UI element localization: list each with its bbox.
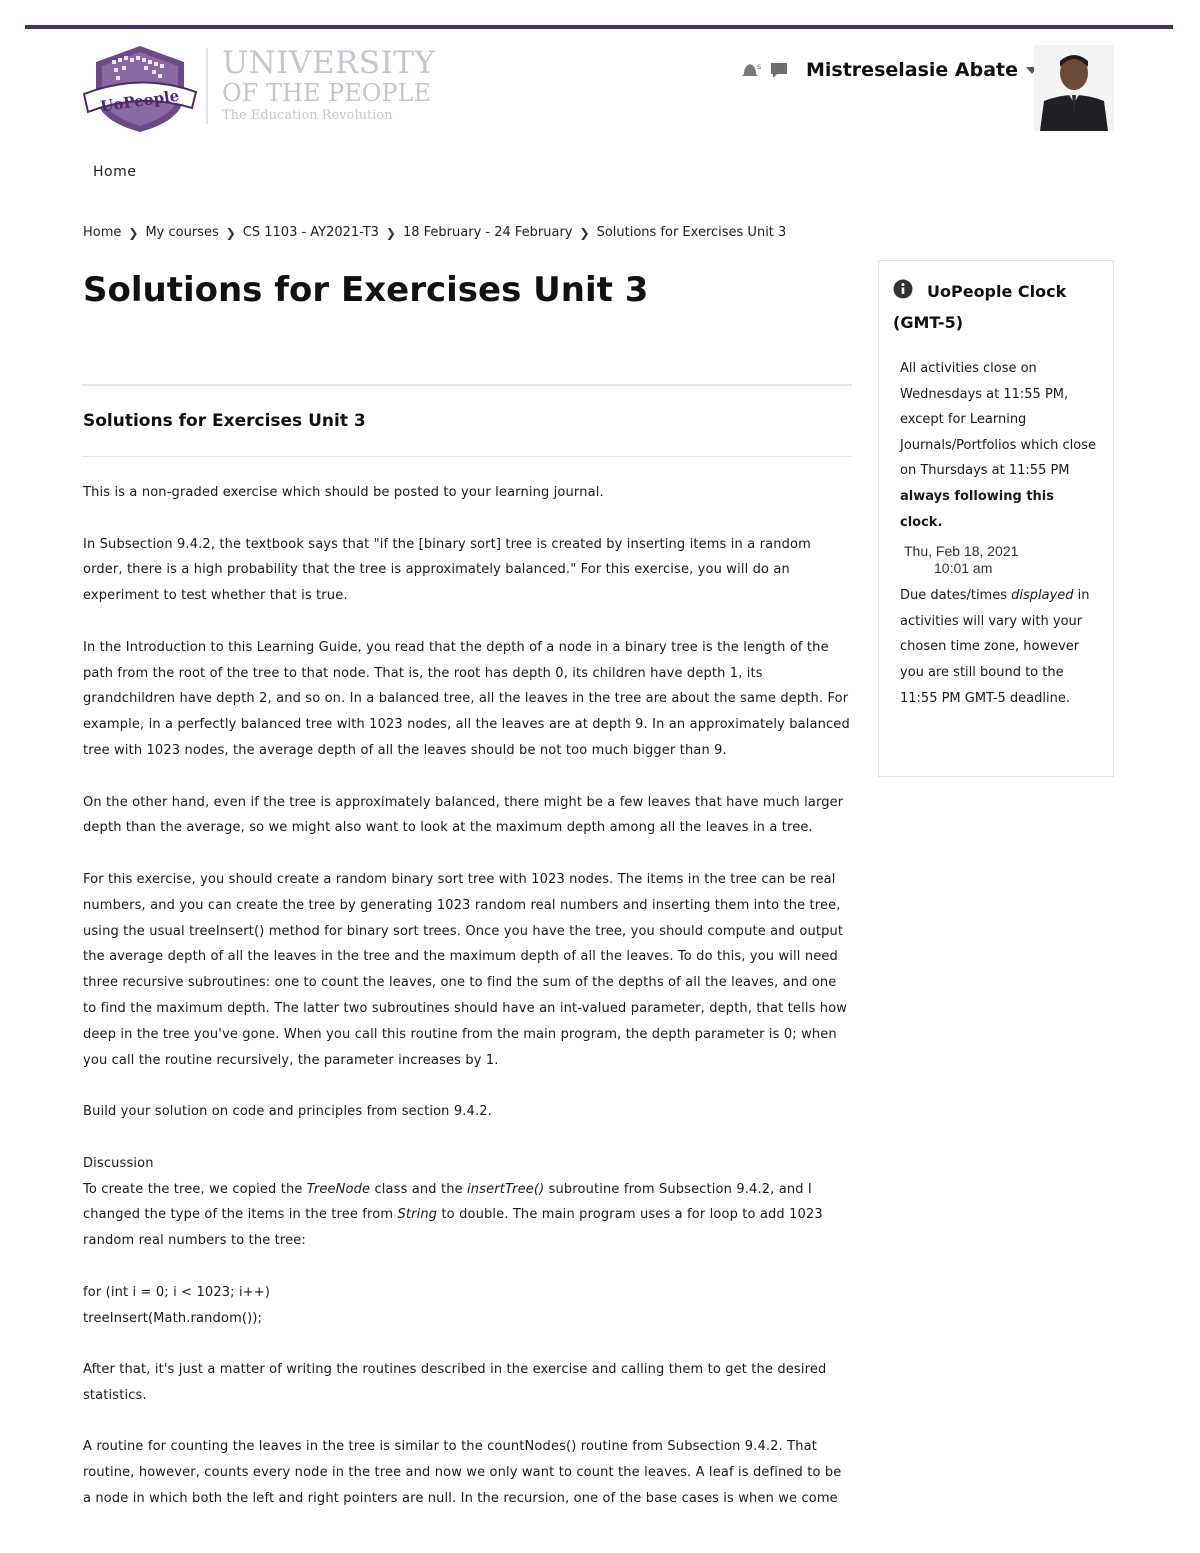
- clock-block-title: UoPeople Clock (GMT-5): [893, 282, 1067, 332]
- paragraph-subsection: In Subsection 9.4.2, the textbook says that "if the [binary sort] tree is created by inserting items in a random order, there is a high probability that the tree is approximately balanced." For this exercise, you will do an experiment to test whether that is true.: [83, 536, 811, 604]
- inserttree-term: insertTree(): [467, 1181, 545, 1197]
- clock-rules-plain: All activities close on Wednesdays at 11:55 PM, except for Learning Journals/Portfolios which close on Thursdays at 11:55 PM: [900, 361, 1096, 479]
- discussion-text-b: class and the: [370, 1181, 468, 1197]
- breadcrumb-current[interactable]: Solutions for Exercises Unit 3: [596, 225, 787, 240]
- nav-home-link[interactable]: Home: [93, 164, 137, 180]
- wordmark-line1: UNIVERSITY: [222, 45, 436, 81]
- paragraph-intro: This is a non-graded exercise which should be posted to your learning journal.: [83, 485, 604, 500]
- main-content: [83, 480, 853, 1538]
- code-line-1: for (int i = 0; i < 1023; i++): [83, 1284, 271, 1300]
- discussion-block: [83, 1151, 853, 1254]
- wordmark-line2: OF THE PEOPLE: [222, 79, 431, 107]
- code-line-2: treeInsert(Math.random());: [83, 1310, 263, 1326]
- user-navigation: [740, 56, 1038, 84]
- clock-block-header: [893, 277, 1103, 337]
- breadcrumb-week[interactable]: 18 February - 24 February: [402, 225, 573, 240]
- avatar[interactable]: [1034, 45, 1114, 131]
- discussion-text-c: subroutine from Subsection 9.4.2, and I changed the type of the items in the tree from: [83, 1181, 812, 1223]
- chevron-right-icon: ❯: [128, 225, 139, 240]
- string-term: String: [397, 1207, 438, 1223]
- discussion-text-d: to double. The main program uses a for loop to add 1023 random real numbers to the tree:: [83, 1207, 823, 1249]
- section-divider: [82, 456, 852, 457]
- title-divider: [82, 384, 852, 386]
- wordmark-tagline: The Education Revolution: [222, 108, 393, 123]
- clock-note-a: Due dates/times: [900, 588, 1012, 604]
- top-accent-bar: [25, 25, 1173, 29]
- section-heading: Solutions for Exercises Unit 3: [83, 411, 366, 431]
- breadcrumb-home[interactable]: Home: [83, 225, 122, 240]
- notifications-icon[interactable]: [740, 59, 762, 81]
- clock-rules-strong: always following this clock.: [900, 488, 1054, 530]
- clock-note-em: displayed: [1011, 588, 1074, 604]
- page-title: Solutions for Exercises Unit 3: [83, 270, 649, 310]
- paragraph-build: Build your solution on code and principles from section 9.4.2.: [83, 1104, 492, 1120]
- uopeople-badge-icon: [82, 42, 198, 134]
- chevron-right-icon: ❯: [225, 225, 236, 240]
- badge-text: UoPeople: [99, 86, 181, 116]
- breadcrumb-course[interactable]: CS 1103 - AY2021-T3: [242, 225, 379, 240]
- paragraph-counting: A routine for counting the leaves in the tree is similar to the countNodes() routine from Subsection 9.4.2. That routine, however, counts every node in the tree and now we only want to count the leaves. A leaf is defined to be a node in which both the left and right pointers are null. In the recursion, one of the base cases is when we come: [83, 1439, 842, 1507]
- info-icon: [893, 279, 913, 308]
- logo-divider: [206, 48, 208, 124]
- breadcrumb-my-courses[interactable]: My courses: [145, 225, 219, 240]
- clock-block-body: [900, 356, 1096, 711]
- treenode-term: TreeNode: [306, 1181, 371, 1197]
- clock-note: [900, 583, 1096, 711]
- discussion-label: Discussion: [83, 1155, 154, 1171]
- chevron-right-icon: ❯: [579, 225, 590, 240]
- paragraph-depth: In the Introduction to this Learning Guide, you read that the depth of a node in a binary tree is the length of the path from the root of the tree to that node. That is, the root has depth 0, its children have depth 1, its grandchildren have depth 2, and so on. In a balanced tree, all the leaves in the tree are about the same depth. For example, in a perfectly balanced tree with 1023 nodes, all the leaves are at depth 9. In an approximately balanced tree with 1023 nodes, the average depth of all the leaves should be not too much bigger than 9.: [83, 639, 850, 758]
- clock-rules-text: [900, 356, 1096, 535]
- clock-datetime: [900, 543, 1096, 577]
- clock-time: 10:01 am: [934, 560, 993, 577]
- breadcrumb: [83, 225, 786, 240]
- code-block: [83, 1280, 853, 1332]
- user-name[interactable]: Mistreselasie Abate: [806, 59, 1019, 81]
- university-wordmark: [222, 45, 436, 123]
- paragraph-exercise: For this exercise, you should create a random binary sort tree with 1023 nodes. The items in the tree can be real numbers, and you can create the tree by generating 1023 random real numbers and inserting them into the tree, using the usual treeInsert() method for binary sort trees. Once you have the tree, you should compute and output the average depth of all the leaves in the tree and the maximum depth of all the leaves. To do this, you will need three recursive subroutines: one to count the leaves, one to find the sum of the depths of all the leaves, and one to find the maximum depth. The latter two subroutines should have an int-valued parameter, depth, that tells how deep in the tree you've gone. When you call this routine from the main program, the depth parameter is 0; when you call the routine recursively, the parameter increases by 1.: [83, 871, 848, 1068]
- clock-note-b: in activities will vary with your chosen time zone, however you are still bound to the 11:55 PM GMT-5 deadline.: [900, 588, 1090, 706]
- uopeople-clock-block: [878, 260, 1114, 777]
- discussion-text-a: To create the tree, we copied the: [83, 1181, 307, 1197]
- paragraph-max-depth: On the other hand, even if the tree is approximately balanced, there might be a few leaves that have much larger depth than the average, so we might also want to look at the maximum depth among all the leaves in a tree.: [83, 794, 844, 836]
- university-logo[interactable]: [82, 42, 442, 134]
- messages-icon[interactable]: [768, 59, 790, 81]
- clock-date: Thu, Feb 18, 2021: [904, 543, 1019, 560]
- svg-text:s: s: [757, 62, 762, 71]
- chevron-right-icon: ❯: [385, 225, 396, 240]
- paragraph-after: After that, it's just a matter of writing the routines described in the exercise and calling them to get the desired statistics.: [83, 1362, 827, 1403]
